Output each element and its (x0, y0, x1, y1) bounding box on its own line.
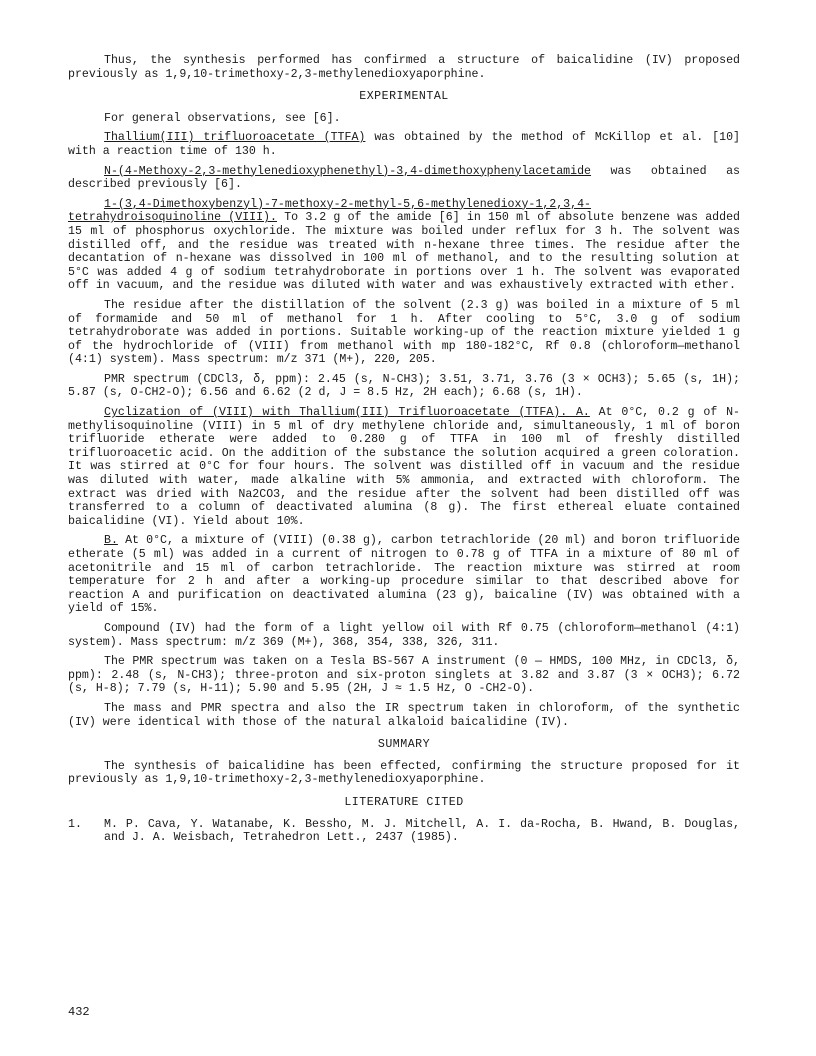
ttfa-text: was obtained by the method of McKillop et al. [10] with a reaction time of 130 h. (68, 131, 740, 158)
method-b-paragraph (68, 534, 740, 616)
reference-number: 1. (68, 817, 82, 831)
summary-heading: SUMMARY (377, 738, 431, 752)
cyclization-text: At 0°C, 0.2 g of N-methylisoquinoline (VIII) in 5 ml of dry methylene chloride and, simultaneously, 1 ml of boron trifluoride etherate were added to 0.280 g of TTFA in 100 ml of freshly distilled trifluoroacetic acid. On the addition of the substance the solution acquired a green coloration. It was stirred at 0°C for four hours. The solvent was distilled off in vacuum and the residue was diluted with water, made alkaline with 5% ammonia, and extracted with chloroform. The extract was dried with Na2CO3, and the residue after the solvent had been distilled off was transferred to a column of deactivated alumina (8 g). The first ethereal eluate contained baicalidine (VI). Yield about 10%. (68, 406, 740, 528)
literature-heading: LITERATURE CITED (344, 795, 464, 809)
pmr-paragraph: PMR spectrum (CDCl3, δ, ppm): 2.45 (s, N-CH3); 3.51, 3.71, 3.76 (3 × OCH3); 5.65 (s, 1H); 5.87 (s, O-CH2-O); 6.56 and 6.62 (2 d, J = 8.5 Hz, 2H each); 6.68 (s, 1H). (68, 372, 740, 400)
reference-text: M. P. Cava, Y. Watanabe, K. Bessho, M. J. Mitchell, A. I. da-Rocha, B. Hwand, B. Douglas, and J. A. Weisbach, Tetrahedron Lett., 2437 (1985). (104, 817, 740, 845)
compound-viii-paragraph (68, 198, 740, 293)
ttfa-title: Thallium(III) trifluoroacetate (TTFA) (104, 131, 366, 145)
spectra-comparison-paragraph: The mass and PMR spectra and also the IR spectrum taken in chloroform, of the synthetic (IV) were identical with those of the natural alkaloid baicalidine (IV). (68, 701, 740, 729)
compound-viii-text: To 3.2 g of the amide [6] in 150 ml of absolute benzene was added 15 ml of phosphorus oxychloride. The mixture was boiled under reflux for 3 h. The solvent was distilled off, and the residue was treated with n-hexane three times. The residue after the decantation of n-hexane was dissolved in 100 ml of methanol, and to the resulting solution at 5°C was added 4 g of sodium tetrahydroborate in portions over 1 h. The solvent was evaporated off in vacuum, and the residue was diluted with water and was exhaustively extracted with ether. (68, 211, 740, 293)
method-b-text: At 0°C, a mixture of (VIII) (0.38 g), carbon tetrachloride (20 ml) and boron trifluoride etherate (5 ml) was added in a current of nitrogen to 0.78 g of TTFA in a mixture of 80 ml of acetonitrile and 15 ml of carbon tetrachloride. The reaction mixture was stirred at room temperature for 2 h and after a working-up procedure similar to that described above for reaction A and purification on deactivated alumina (23 g), baicaline (IV) was obtained with a yield of 15%. (68, 534, 740, 616)
compound-iv-paragraph: Compound (IV) had the form of a light yellow oil with Rf 0.75 (chloroform—methanol (4:1) system). Mass spectrum: m/z 369 (M+), 368, 354, 338, 326, 311. (68, 621, 740, 649)
amide-paragraph (68, 165, 740, 192)
pmr-spectrum-iv-paragraph: The PMR spectrum was taken on a Tesla BS-567 A instrument (0 — HMDS, 100 MHz, in CDCl3, δ, ppm): 2.48 (s, N-CH3); three-proton and six-proton singlets at 3.82 and 3.87 (3 × OCH3); 6.72 (s, H-8); 7.79 (s, H-11); 5.90 and 5.95 (2H, J ≈ 1.5 Hz, O -CH2-O). (68, 655, 740, 696)
intro-paragraph: Thus, the synthesis performed has confirmed a structure of baicalidine (IV) proposed previously as 1,9,10-trimethoxy-2,3-methylenedioxyaporphine. (68, 54, 740, 81)
cyclization-paragraph (68, 406, 740, 528)
ttfa-paragraph (68, 131, 740, 158)
general-observations: For general observations, see [6]. (104, 111, 341, 125)
summary-paragraph: The synthesis of baicalidine has been effected, confirming the structure proposed for it previously as 1,9,10-trimethoxy-2,3-methylenedioxyaporphine. (68, 759, 740, 787)
compound-viii-title: 1-(3,4-Dimethoxybenzyl)-7-methoxy-2-methyl-5,6-methylenedioxy-1,2,3,4-tetrahydroisoquinoline (VIII). (68, 197, 592, 225)
method-b-title: B. (104, 534, 118, 548)
page-number: 432 (68, 1005, 90, 1019)
experimental-heading: EXPERIMENTAL (359, 90, 449, 104)
residue-paragraph: The residue after the distillation of the solvent (2.3 g) was boiled in a mixture of 5 ml of formamide and 50 ml of methanol for 1 h. After cooling to 5°C, 3.0 g of sodium tetrahydroborate was added in portions. Suitable working-up of the reaction mixture yielded 1 g of the hydrochloride of (VIII) from methanol with mp 180-182°C, Rf 0.8 (chloroform—methanol (4:1) system). Mass spectrum: m/z 371 (M+), 220, 205. (68, 298, 740, 367)
amide-title: N-(4-Methoxy-2,3-methylenedioxyphenethyl)-3,4-dimethoxyphenylacetamide (104, 164, 592, 178)
reference-item (68, 818, 740, 845)
page-body (68, 54, 740, 845)
cyclization-title: Cyclization of (VIII) with Thallium(III) Trifluoroacetate (TTFA). A. (104, 406, 590, 420)
amide-text: was obtained as described previously [6]. (68, 164, 740, 192)
